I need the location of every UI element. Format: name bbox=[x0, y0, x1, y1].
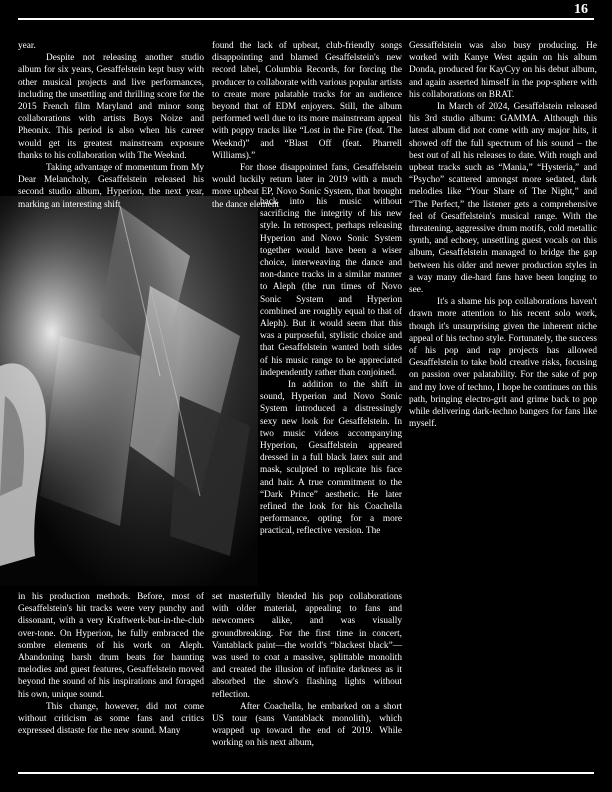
paragraph: For those disappointed fans, Gesaffelstein would luckily return later in 2019 with a much more upbeat EP, Novo Sonic System, that brought the dance element bbox=[212, 163, 402, 210]
column-2-top bbox=[212, 40, 402, 211]
column-3 bbox=[409, 40, 597, 431]
paragraph: In addition to the shift in sound, Hyperion and Novo Sonic System introduced a distressingly sexy new look for Gesaffelstein. In two music videos accompanying Hyperion, Gesaffelstein appeared dressed in a full black latex suit and mask, sculpted to replicate his face and hair. A true commitment to the “Dark Prince” aesthetic. He later refined the look for his Coachella performance, opting for a more practical, reflective version. The bbox=[260, 380, 402, 537]
crystal-monolith-illustration bbox=[0, 196, 258, 586]
column-1-top bbox=[18, 40, 204, 211]
paragraph: set masterfully blended his pop collaborations with older material, appealing to fans and newcomers alike, and was visually groundbreaking. For the first time in concert, Vantablack paint—the world's “blackest black”—was used to coat a massive, splittable monolith and created the illusion of infinite darkness as it absorbed the show's flashing lights without reflection. bbox=[212, 592, 402, 700]
paragraph: year. bbox=[18, 41, 36, 51]
paragraph: This change, however, did not come without criticism as some fans and critics expressed distaste for the new sound. Many bbox=[18, 701, 204, 737]
column-2-bottom bbox=[212, 591, 402, 750]
paragraph: Taking advantage of momentum from My Dear Melancholy, Gesaffelstein released his second studio album, Hyperion, the next year, marking an interesting shift bbox=[18, 163, 204, 210]
paragraph: After Coachella, he embarked on a short US tour (sans Vantablack monolith), which wrapped up toward the end of 2019. While working on his next album, bbox=[212, 701, 402, 749]
concert-photo bbox=[0, 196, 258, 586]
paragraph: in his production methods. Before, most of Gesaffelstein's hit tracks were very punchy and dissonant, with a very Kraftwerk-but-in-the-club over-tone. On Hyperion, he fully embraced the sombre elements of his work on Aleph. Abandoning harsh drum beats for haunting melodies and guest features, Gesaffelstein moved beyond the sound of his inspirations and foraged his own, unique sound. bbox=[18, 592, 204, 700]
paragraph: Despite not releasing another studio album for six years, Gesaffelstein kept busy with other musical projects and live performances, including the unsettling and thrilling score for the 2015 French film Maryland and minor song collaborations with artists Boys Noize and Pheonix. This period is also when his career would get its greatest mainstream exposure thanks to his collaboration with The Weeknd. bbox=[18, 53, 204, 161]
paragraph: It's a shame his pop collaborations haven't drawn more attention to his recent solo work, though it's unsurprising given the inherent niche appeal of his techno style. Fortunately, the success of his pop and rap projects has allowed Gesaffelstein to take bold creative risks, focusing on passion over palatability. For the sake of pop and my love of techno, I hope he continues on this path, bringing electro-grit and grime back to pop while delivering dark-techno bangers for fans like myself. bbox=[409, 297, 597, 430]
paragraph: found the lack of upbeat, club-friendly songs disappointing and blamed Gesaffelstein's new record label, Columbia Records, for forcing the producer to collaborate with various popular artists to create more palatable tracks for an audience beyond that of EDM enjoyers. Still, the album performed well due to its more mainstream appeal with poppy tracks like “Lost in the Fire (feat. The Weeknd)” and “Blast Off (feat. Pharrell Williams).” bbox=[212, 41, 403, 161]
page-number: 16 bbox=[574, 2, 588, 17]
paragraph: Gessaffelstein was also busy producing. He worked with Kanye West again on his album Donda, produced for KayCyy on his debut album, and again asserted himself in the pop-sphere with his collaborations on BRAT. bbox=[409, 41, 597, 100]
paragraph: back into his music without sacrificing the integrity of his new style. In retrospect, perhaps releasing Hyperion and Novo Sonic System together would have been a wiser choice, interweaving the dance and non-dance tracks in a similar manner to Aleph (the run times of Novo Sonic System and Hyperion combined are roughly equal to that of Aleph). But it would seem that this was a purposeful, stylistic choice and that Gesaffelstein wanted both sides of his music range to be appreciated independently rather than conjoined. bbox=[260, 197, 402, 378]
paragraph: In March of 2024, Gesaffelstein released his 3rd studio album: GAMMA. Although this latest album did not come with any major hits, it showed off the full spectrum of his sound – the best out of all his releases to date. With rough and upbeat tracks such as “Mania,” “Hysteria,” and “Psycho” scattered amongst more sedated, dark melodies like “Your Share of The Night,” and “The Perfect,” the listener gets a comprehensive feel of Gesaffelstein's musical range. With the threatening, aggressive drum motifs, cold metallic synth, and echoey, unsettling guest vocals on this album, Gesaffelstein managed to bridge the gap between his older and newer production styles in a way many die-hard fans have been longing to see. bbox=[409, 102, 597, 296]
column-2-wrap bbox=[260, 196, 402, 538]
column-1-bottom bbox=[18, 591, 204, 737]
top-rule bbox=[18, 18, 594, 20]
bottom-rule bbox=[18, 772, 594, 774]
